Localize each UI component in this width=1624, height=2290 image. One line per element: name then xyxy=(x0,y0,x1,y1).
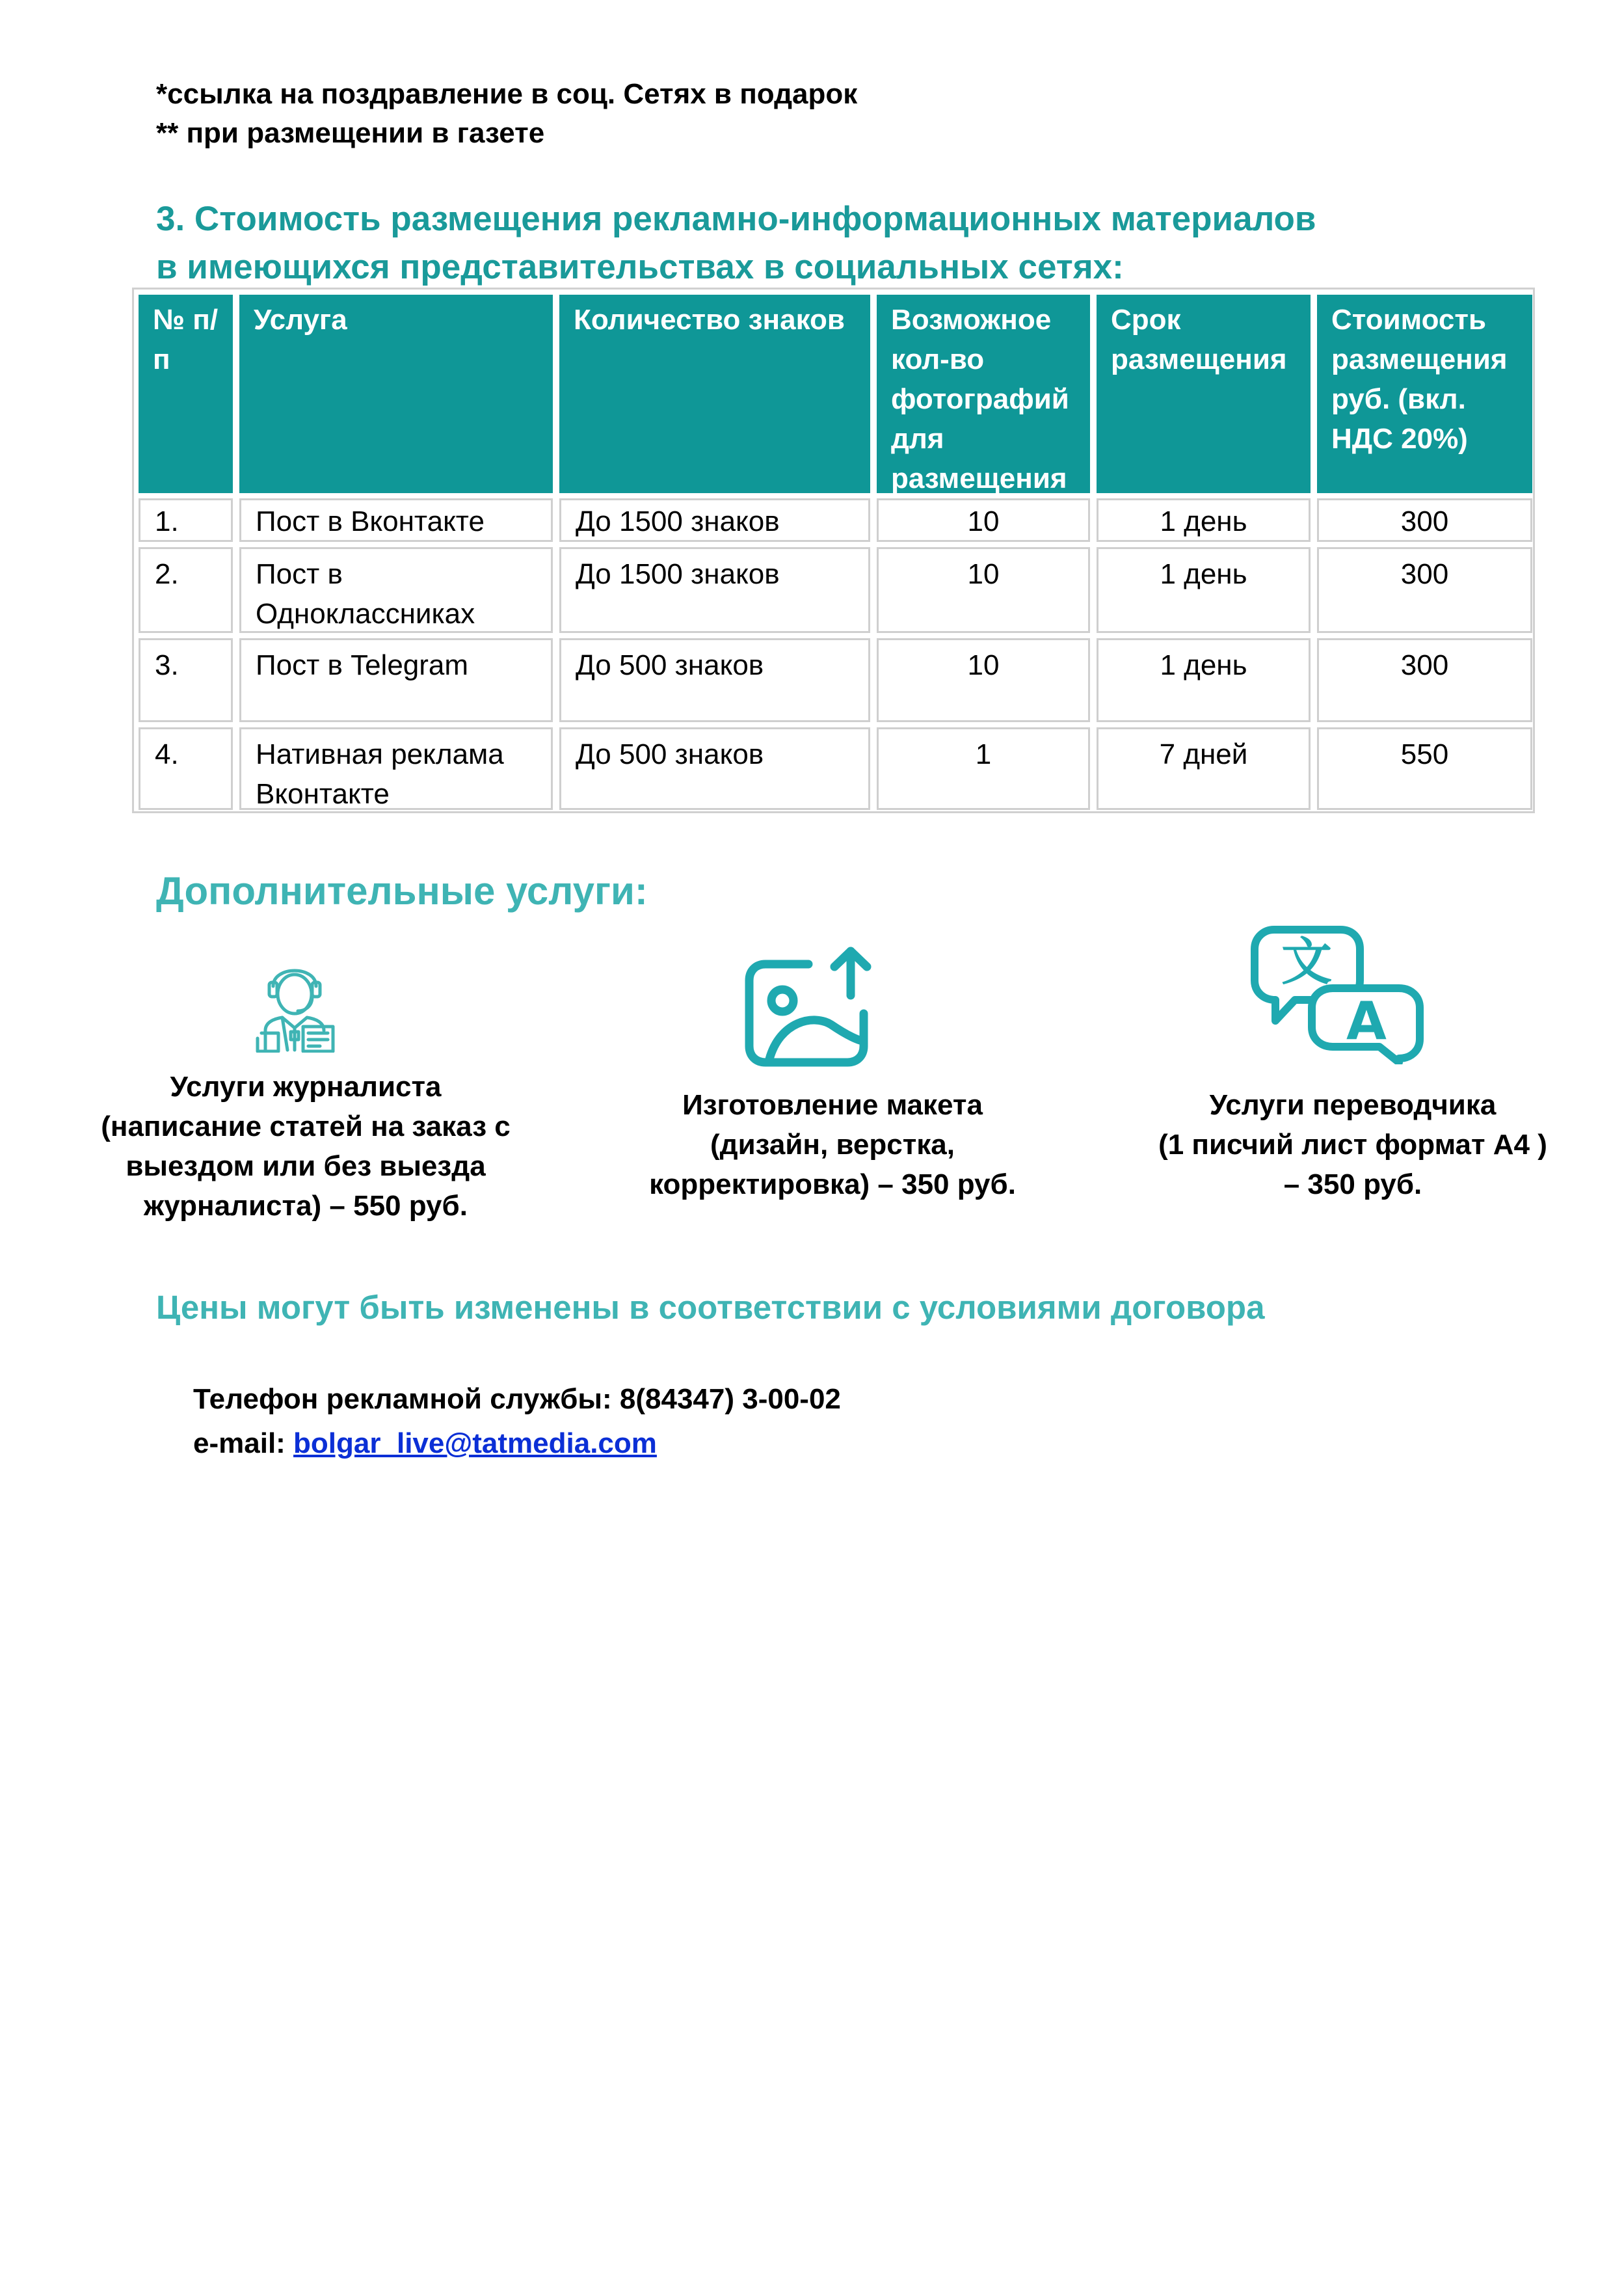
table-cell: 2. xyxy=(139,547,233,633)
table-cell: 7 дней xyxy=(1097,727,1311,810)
table-cell: 1 день xyxy=(1097,547,1311,633)
table-cell: 300 xyxy=(1317,498,1532,542)
service-journalist xyxy=(59,1067,553,1226)
header-service: Услуга xyxy=(239,295,553,493)
table-cell: Пост в Одноклассниках xyxy=(239,547,553,633)
table-cell: 1. xyxy=(139,498,233,542)
service-journalist-line: Услуги журналиста xyxy=(170,1071,442,1103)
header-term: Срок размещения xyxy=(1097,295,1311,493)
service-layout-line: Изготовление макета xyxy=(682,1089,983,1121)
translate-glyph-top: 文 xyxy=(1281,933,1333,991)
image-upload-icon xyxy=(743,943,877,1067)
table-cell: 1 день xyxy=(1097,638,1311,722)
contact-email-link[interactable]: bolgar_live@tatmedia.com xyxy=(293,1427,657,1459)
table-cell: 300 xyxy=(1317,547,1532,633)
table-cell: Пост в Telegram xyxy=(239,638,553,722)
header-chars: Количество знаков xyxy=(559,295,870,493)
footnote-newspaper: ** при размещении в газете xyxy=(156,117,545,149)
table-cell: 550 xyxy=(1317,727,1532,810)
contact-email-line xyxy=(193,1422,657,1465)
service-journalist-line: выездом или без выезда xyxy=(126,1150,486,1182)
table-cell: 4. xyxy=(139,727,233,810)
table-cell: 10 xyxy=(877,547,1090,633)
table-cell: 10 xyxy=(877,638,1090,722)
table-cell: 1 xyxy=(877,727,1090,810)
service-layout-line: корректировка) – 350 руб. xyxy=(649,1168,1016,1200)
header-photos: Возможное кол-во фотографий для размещения xyxy=(877,295,1090,493)
prices-note: Цены могут быть изменены в соответствии с условиями договора xyxy=(156,1289,1265,1326)
table-cell: 3. xyxy=(139,638,233,722)
footnote-gift: *ссылка на поздравление в соц. Сетях в подарок xyxy=(156,78,858,110)
service-translator xyxy=(1106,1085,1600,1204)
table-cell: До 500 знаков xyxy=(559,727,870,810)
table-cell: 1 день xyxy=(1097,498,1311,542)
table-cell: 10 xyxy=(877,498,1090,542)
header-price: Стоимость размещения руб. (вкл. НДС 20%) xyxy=(1317,295,1532,493)
table-cell: До 1500 знаков xyxy=(559,498,870,542)
price-table xyxy=(132,288,1535,813)
journalist-icon xyxy=(252,955,337,1053)
translate-glyph-bottom: A xyxy=(1346,991,1387,1051)
contact-email-label: e-mail: xyxy=(193,1427,294,1459)
table-cell: До 500 знаков xyxy=(559,638,870,722)
service-layout xyxy=(585,1085,1080,1204)
contact-phone: Телефон рекламной службы: 8(84347) 3-00-02 xyxy=(193,1383,841,1415)
translate-icon xyxy=(1249,924,1425,1064)
extra-services-title: Дополнительные услуги: xyxy=(156,869,648,913)
table-cell: До 1500 знаков xyxy=(559,547,870,633)
section-title-line-2: в имеющихся представительствах в социальных сетях: xyxy=(156,248,1124,286)
service-journalist-line: (написание статей на заказ с xyxy=(101,1111,511,1142)
service-translator-line: (1 писчий лист формат А4 ) xyxy=(1158,1129,1547,1161)
table-cell: Нативная реклама Вконтакте xyxy=(239,727,553,810)
service-journalist-line: журналиста) – 550 руб. xyxy=(144,1190,468,1222)
section-title xyxy=(156,195,1316,291)
table-cell: Пост в Вконтакте xyxy=(239,498,553,542)
service-translator-line: Услуги переводчика xyxy=(1209,1089,1497,1121)
section-title-line-1: 3. Стоимость размещения рекламно-информационных материалов xyxy=(156,200,1316,238)
service-layout-line: (дизайн, верстка, xyxy=(710,1129,955,1161)
service-translator-line: – 350 руб. xyxy=(1283,1168,1422,1200)
table-cell: 300 xyxy=(1317,638,1532,722)
header-number: № п/п xyxy=(139,295,233,493)
